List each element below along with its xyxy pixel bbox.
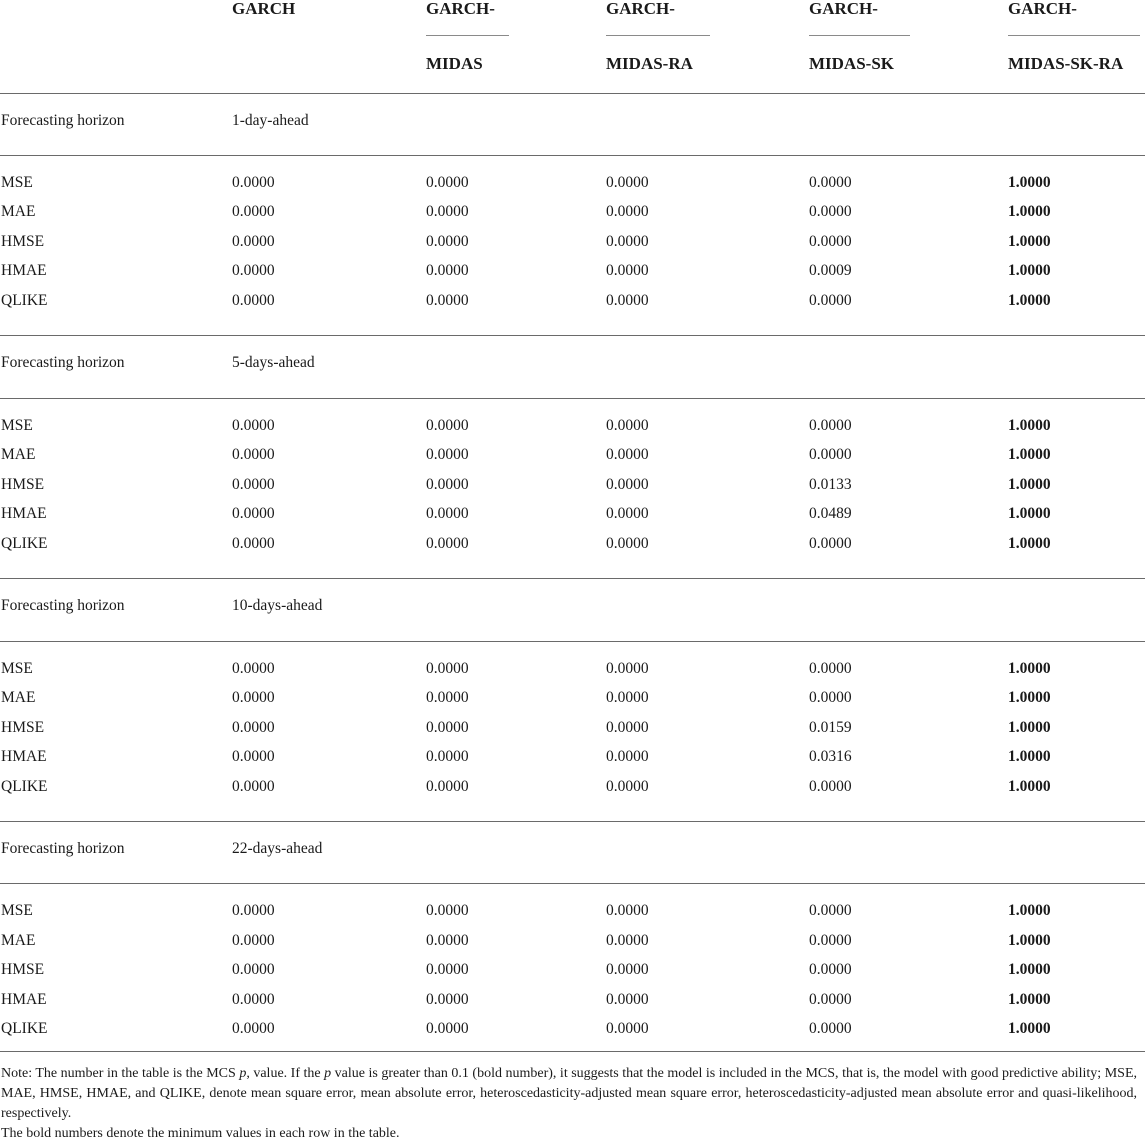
metric-label: MAE — [1, 446, 36, 463]
value-garch-midas-ra: 0.0000 — [606, 689, 649, 706]
value-garch-midas: 0.0000 — [426, 1020, 469, 1037]
value-garch-midas-sk-ra: 1.0000 — [1008, 446, 1051, 463]
column-header-garch-midas-bottom: MIDAS — [426, 54, 483, 73]
value-garch-midas: 0.0000 — [426, 961, 469, 978]
value-garch-midas-sk: 0.0000 — [809, 902, 852, 919]
value-garch-midas-sk: 0.0000 — [809, 233, 852, 250]
value-garch-midas-sk-ra: 1.0000 — [1008, 689, 1051, 706]
value-garch-midas-sk: 0.0000 — [809, 778, 852, 795]
value-garch-midas-sk: 0.0000 — [809, 535, 852, 552]
table-rule — [0, 93, 1145, 94]
value-garch-midas: 0.0000 — [426, 292, 469, 309]
value-garch-midas-sk-ra: 1.0000 — [1008, 505, 1051, 522]
metric-label: MSE — [1, 417, 33, 434]
column-header-garch-midas-ra-bottom: MIDAS-RA — [606, 54, 693, 73]
value-garch-midas-sk: 0.0000 — [809, 292, 852, 309]
value-garch-midas-sk-ra: 1.0000 — [1008, 778, 1051, 795]
value-garch-midas: 0.0000 — [426, 748, 469, 765]
value-garch-midas-ra: 0.0000 — [606, 660, 649, 677]
value-garch: 0.0000 — [232, 417, 275, 434]
table-rule — [0, 641, 1145, 642]
value-garch-midas: 0.0000 — [426, 262, 469, 279]
value-garch-midas-ra: 0.0000 — [606, 505, 649, 522]
column-header-garch-midas-sk-bottom: MIDAS-SK — [809, 54, 895, 73]
value-garch-midas: 0.0000 — [426, 535, 469, 552]
value-garch: 0.0000 — [232, 203, 275, 220]
value-garch: 0.0000 — [232, 748, 275, 765]
value-garch-midas-ra: 0.0000 — [606, 778, 649, 795]
table-rule — [0, 398, 1145, 399]
value-garch-midas: 0.0000 — [426, 505, 469, 522]
value-garch-midas-sk: 0.0000 — [809, 932, 852, 949]
value-garch-midas: 0.0000 — [426, 660, 469, 677]
value-garch-midas-sk: 0.0000 — [809, 991, 852, 1008]
value-garch-midas-sk-ra: 1.0000 — [1008, 932, 1051, 949]
table-rule — [0, 335, 1145, 336]
metric-label: HMAE — [1, 505, 47, 522]
column-header-divider — [809, 35, 910, 36]
value-garch-midas-ra: 0.0000 — [606, 476, 649, 493]
value-garch-midas: 0.0000 — [426, 417, 469, 434]
value-garch-midas-sk: 0.0000 — [809, 446, 852, 463]
column-header-garch-midas-ra-top: GARCH- — [606, 0, 675, 18]
value-garch-midas-sk-ra: 1.0000 — [1008, 535, 1051, 552]
table-note: Note: The number in the table is the MCS p, value. If the p value is greater than 0.1 (bold number), it suggests that the model is included in the MCS, that is, the model with good predictive ability; MSE, MAE, HMSE, HMAE, and QLIKE, denote mean square error, mean absolute error, heteroscedasticity-adjusted mean square error, heteroscedasticity-adjusted mean absolute error and quasi-likelihood, respectively. — [1, 1066, 1137, 1121]
value-garch-midas-sk: 0.0000 — [809, 417, 852, 434]
value-garch-midas-sk: 0.0000 — [809, 203, 852, 220]
value-garch-midas-sk-ra: 1.0000 — [1008, 719, 1051, 736]
value-garch-midas: 0.0000 — [426, 203, 469, 220]
metric-label: HMAE — [1, 262, 47, 279]
value-garch-midas: 0.0000 — [426, 719, 469, 736]
column-header-garch-midas-sk-ra-top: GARCH- — [1008, 0, 1077, 18]
column-header-divider — [606, 35, 710, 36]
value-garch: 0.0000 — [232, 476, 275, 493]
value-garch-midas-sk: 0.0000 — [809, 961, 852, 978]
column-header-divider — [426, 35, 509, 36]
value-garch: 0.0000 — [232, 262, 275, 279]
metric-label: MSE — [1, 902, 33, 919]
value-garch-midas-ra: 0.0000 — [606, 991, 649, 1008]
section-horizon: 22-days-ahead — [232, 840, 323, 857]
value-garch-midas-sk: 0.0000 — [809, 689, 852, 706]
metric-label: QLIKE — [1, 1020, 48, 1037]
value-garch-midas-ra: 0.0000 — [606, 446, 649, 463]
value-garch-midas-sk-ra: 1.0000 — [1008, 660, 1051, 677]
value-garch-midas: 0.0000 — [426, 932, 469, 949]
value-garch: 0.0000 — [232, 961, 275, 978]
value-garch-midas-sk: 0.0133 — [809, 476, 852, 493]
column-header-garch-midas-sk-ra-bottom: MIDAS-SK-RA — [1008, 54, 1124, 73]
value-garch: 0.0000 — [232, 292, 275, 309]
value-garch-midas-sk-ra: 1.0000 — [1008, 961, 1051, 978]
value-garch-midas: 0.0000 — [426, 476, 469, 493]
value-garch: 0.0000 — [232, 689, 275, 706]
value-garch-midas-sk-ra: 1.0000 — [1008, 292, 1051, 309]
value-garch: 0.0000 — [232, 535, 275, 552]
value-garch-midas: 0.0000 — [426, 233, 469, 250]
table-header — [0, 0, 1145, 93]
value-garch-midas: 0.0000 — [426, 778, 469, 795]
metric-label: QLIKE — [1, 778, 48, 795]
section-horizon: 1-day-ahead — [232, 112, 309, 129]
value-garch-midas-ra: 0.0000 — [606, 932, 649, 949]
value-garch-midas-ra: 0.0000 — [606, 203, 649, 220]
value-garch-midas-sk-ra: 1.0000 — [1008, 748, 1051, 765]
column-header-garch-midas-top: GARCH- — [426, 0, 495, 18]
value-garch-midas-sk-ra: 1.0000 — [1008, 417, 1051, 434]
value-garch-midas-ra: 0.0000 — [606, 719, 649, 736]
metric-label: QLIKE — [1, 292, 48, 309]
table-note-bold-explanation: The bold numbers denote the minimum values in each row in the table. — [1, 1126, 400, 1141]
value-garch-midas-sk-ra: 1.0000 — [1008, 476, 1051, 493]
value-garch-midas-ra: 0.0000 — [606, 961, 649, 978]
value-garch: 0.0000 — [232, 991, 275, 1008]
value-garch: 0.0000 — [232, 719, 275, 736]
value-garch-midas-sk-ra: 1.0000 — [1008, 174, 1051, 191]
table-rule — [0, 883, 1145, 884]
value-garch: 0.0000 — [232, 505, 275, 522]
metric-label: MAE — [1, 932, 36, 949]
value-garch-midas-sk: 0.0000 — [809, 1020, 852, 1037]
value-garch-midas-sk: 0.0159 — [809, 719, 852, 736]
section-horizon: 5-days-ahead — [232, 354, 315, 371]
table-rule — [0, 155, 1145, 156]
table-rule — [0, 821, 1145, 822]
metric-label: HMAE — [1, 748, 47, 765]
value-garch-midas: 0.0000 — [426, 174, 469, 191]
section-horizon: 10-days-ahead — [232, 597, 323, 614]
value-garch-midas-ra: 0.0000 — [606, 902, 649, 919]
value-garch-midas-ra: 0.0000 — [606, 262, 649, 279]
value-garch-midas-ra: 0.0000 — [606, 535, 649, 552]
section-label: Forecasting horizon — [1, 597, 125, 614]
value-garch: 0.0000 — [232, 1020, 275, 1037]
section-label: Forecasting horizon — [1, 840, 125, 857]
value-garch-midas-ra: 0.0000 — [606, 417, 649, 434]
metric-label: HMAE — [1, 991, 47, 1008]
section-label: Forecasting horizon — [1, 354, 125, 371]
value-garch: 0.0000 — [232, 660, 275, 677]
value-garch-midas-sk: 0.0000 — [809, 174, 852, 191]
metric-label: MAE — [1, 203, 36, 220]
value-garch-midas-ra: 0.0000 — [606, 233, 649, 250]
column-header-divider — [1008, 35, 1140, 36]
metric-label: HMSE — [1, 476, 45, 493]
value-garch-midas-sk-ra: 1.0000 — [1008, 262, 1051, 279]
value-garch: 0.0000 — [232, 932, 275, 949]
value-garch: 0.0000 — [232, 233, 275, 250]
metric-label: MSE — [1, 174, 33, 191]
value-garch-midas-ra: 0.0000 — [606, 748, 649, 765]
column-header-garch-midas-sk-top: GARCH- — [809, 0, 878, 18]
value-garch-midas-sk: 0.0009 — [809, 262, 852, 279]
value-garch-midas: 0.0000 — [426, 991, 469, 1008]
value-garch: 0.0000 — [232, 174, 275, 191]
value-garch-midas-ra: 0.0000 — [606, 1020, 649, 1037]
value-garch-midas-ra: 0.0000 — [606, 292, 649, 309]
value-garch-midas-sk-ra: 1.0000 — [1008, 233, 1051, 250]
value-garch-midas-sk: 0.0489 — [809, 505, 852, 522]
value-garch: 0.0000 — [232, 446, 275, 463]
value-garch-midas: 0.0000 — [426, 902, 469, 919]
table-rule — [0, 578, 1145, 579]
metric-label: HMSE — [1, 233, 45, 250]
metric-label: MSE — [1, 660, 33, 677]
value-garch-midas-sk: 0.0000 — [809, 660, 852, 677]
value-garch: 0.0000 — [232, 902, 275, 919]
value-garch-midas-sk-ra: 1.0000 — [1008, 203, 1051, 220]
section-label: Forecasting horizon — [1, 112, 125, 129]
column-header-garch: GARCH — [232, 0, 296, 18]
value-garch-midas-sk: 0.0316 — [809, 748, 852, 765]
metric-label: HMSE — [1, 961, 45, 978]
value-garch-midas: 0.0000 — [426, 689, 469, 706]
value-garch-midas-ra: 0.0000 — [606, 174, 649, 191]
table-rule — [0, 1051, 1145, 1052]
value-garch-midas-sk-ra: 1.0000 — [1008, 991, 1051, 1008]
metric-label: QLIKE — [1, 535, 48, 552]
value-garch-midas: 0.0000 — [426, 446, 469, 463]
value-garch-midas-sk-ra: 1.0000 — [1008, 1020, 1051, 1037]
metric-label: MAE — [1, 689, 36, 706]
value-garch-midas-sk-ra: 1.0000 — [1008, 902, 1051, 919]
value-garch: 0.0000 — [232, 778, 275, 795]
metric-label: HMSE — [1, 719, 45, 736]
